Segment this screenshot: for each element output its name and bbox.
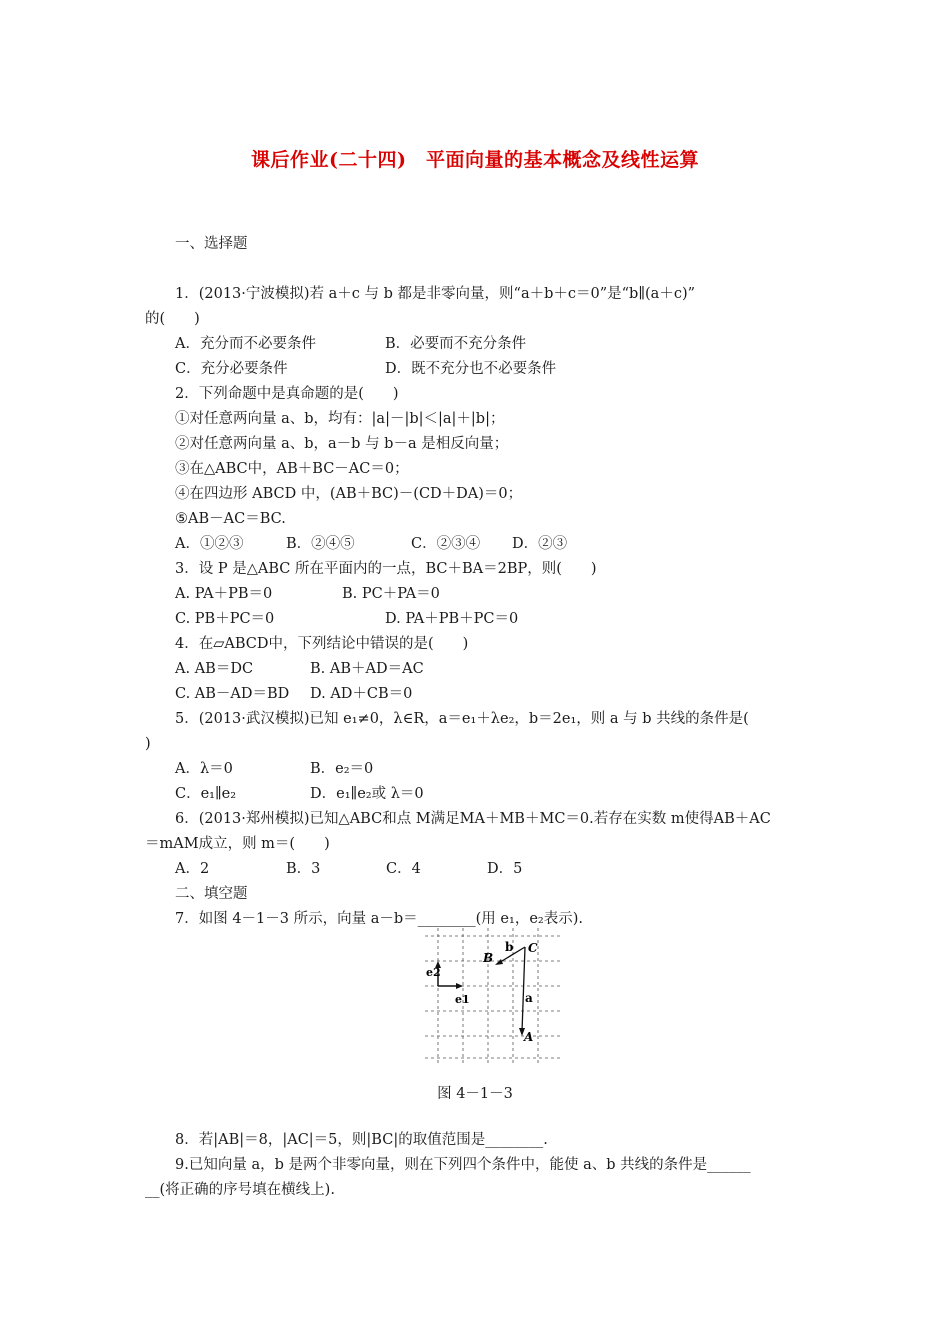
q5-option-c: C．e₁∥e₂ xyxy=(175,786,237,802)
q2-option-b: B．②④⑤ xyxy=(286,536,355,552)
q5-stem-line2: ) xyxy=(145,736,151,752)
q5-option-d: D．e₁∥e₂或 λ＝0 xyxy=(310,786,424,802)
q1-stem-line1: 1．(2013·宁波模拟)若 a＋c 与 b 都是非零向量，则“a＋b＋c＝0”是“b∥(a＋c)” xyxy=(175,286,696,302)
figure-caption: 图 4－1－3 xyxy=(437,1086,513,1102)
q6-stem-line2: ＝mAM成立，则 m＝( ) xyxy=(145,836,330,852)
q8-stem: 8．若|AB|＝8，|AC|＝5，则|BC|的取值范围是________. xyxy=(175,1132,548,1148)
label-c-point: C xyxy=(528,941,538,955)
q2-statement-2: ②对任意两向量 a、b，a－b 与 b－a 是相反向量； xyxy=(175,436,509,452)
q6-option-c: C．4 xyxy=(386,861,421,877)
q2-statement-3: ③在△ABC中，AB＋BC－AC＝0； xyxy=(175,461,409,477)
q1-option-c: C．充分必要条件 xyxy=(175,361,288,377)
q6-option-a: A．2 xyxy=(175,861,210,877)
q5-option-a: A．λ＝0 xyxy=(175,761,233,777)
q6-option-b: B．3 xyxy=(286,861,321,877)
q4-option-b: B. AB＋AD＝AC xyxy=(310,661,424,677)
q9-stem-line2: __(将正确的序号填在横线上). xyxy=(145,1182,335,1198)
q9-stem-line1: 9.已知向量 a，b 是两个非零向量，则在下列四个条件中，能使 a、b 共线的条件是______ xyxy=(175,1157,751,1173)
q3-option-a: A. PA＋PB＝0 xyxy=(175,586,273,602)
section-heading-choice: 一、选择题 xyxy=(175,236,248,252)
section-heading-fill: 二、填空题 xyxy=(175,886,248,902)
q2-statement-4: ④在四边形 ABCD 中，(AB＋BC)－(CD＋DA)＝0； xyxy=(175,486,523,502)
q4-option-c: C. AB－AD＝BD xyxy=(175,686,290,702)
q5-option-b: B．e₂＝0 xyxy=(310,761,374,777)
q2-statement-5: ⑤AB－AC＝BC. xyxy=(175,511,286,527)
label-b-point: B xyxy=(483,951,494,965)
page-title: 课后作业(二十四) 平面向量的基本概念及线性运算 xyxy=(251,149,699,171)
label-a-vector: a xyxy=(525,991,533,1005)
q2-stem: 2．下列命题中是真命题的是( ) xyxy=(175,386,399,402)
q1-option-a: A．充分而不必要条件 xyxy=(175,336,316,352)
label-b-vector: b xyxy=(505,940,514,954)
q7-stem: 7．如图 4－1－3 所示，向量 a－b＝________(用 e₁，e₂表示). xyxy=(175,911,583,927)
label-e1-vector: e1 xyxy=(455,993,470,1006)
q1-option-b: B．必要而不充分条件 xyxy=(385,336,527,352)
q2-option-d: D．②③ xyxy=(512,536,568,552)
q6-option-d: D．5 xyxy=(487,861,523,877)
q3-option-b: B. PC＋PA＝0 xyxy=(342,586,440,602)
vector-a xyxy=(522,947,525,1032)
q4-stem: 4．在▱ABCD中，下列结论中错误的是( ) xyxy=(175,636,469,652)
q1-option-d: D．既不充分也不必要条件 xyxy=(385,361,557,377)
q6-stem-line1: 6．(2013·郑州模拟)已知△ABC和点 M满足MA＋MB＋MC＝0.若存在实数 m使得AB＋AC xyxy=(175,811,771,827)
arrowhead-e1 xyxy=(456,983,463,989)
q5-stem-line1: 5．(2013·武汉模拟)已知 e₁≠0，λ∈R，a＝e₁＋λe₂，b＝2e₁，则 a 与 b 共线的条件是( xyxy=(175,711,749,727)
q2-statement-1: ①对任意两向量 a、b，均有：|a|－|b|＜|a|＋|b|； xyxy=(175,411,505,427)
q2-option-a: A．①②③ xyxy=(175,536,244,552)
grid-lines xyxy=(425,928,560,1063)
label-e2-vector: e2 xyxy=(426,966,441,979)
q3-option-c: C. PB＋PC＝0 xyxy=(175,611,275,627)
label-a-point: A xyxy=(524,1030,534,1044)
q3-stem: 3．设 P 是△ABC 所在平面内的一点，BC＋BA＝2BP，则( ) xyxy=(175,561,597,577)
q1-stem-line2: 的( ) xyxy=(145,311,200,327)
q4-option-a: A. AB＝DC xyxy=(175,661,254,677)
arrowhead-b xyxy=(495,959,503,965)
vector-grid-figure xyxy=(425,928,560,1063)
q3-option-d: D. PA＋PB＋PC＝0 xyxy=(385,611,519,627)
q2-option-c: C．②③④ xyxy=(411,536,481,552)
q4-option-d: D. AD＋CB＝0 xyxy=(310,686,413,702)
